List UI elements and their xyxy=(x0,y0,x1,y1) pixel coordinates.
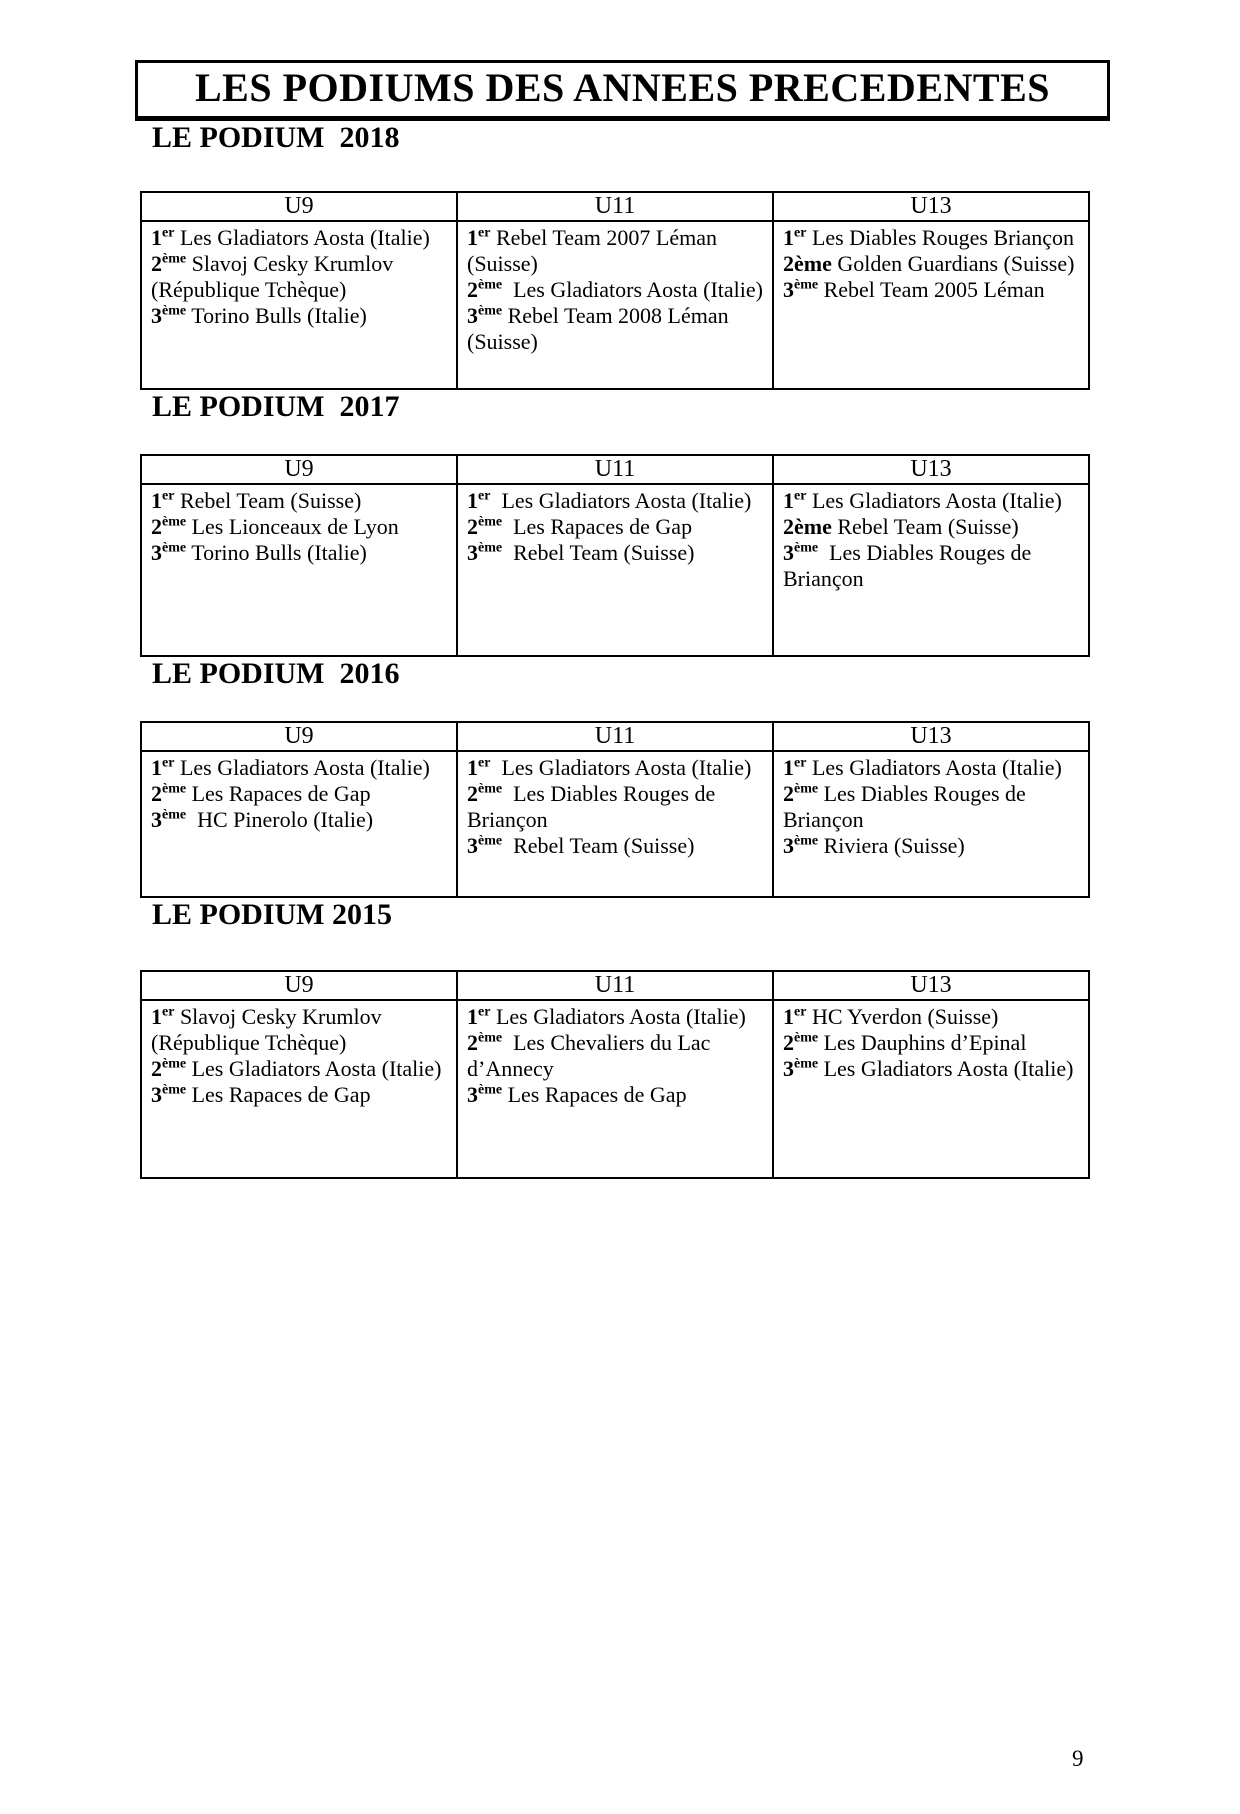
table-body-row xyxy=(141,221,1089,389)
podium-entry: 3ème HC Pinerolo (Italie) xyxy=(151,807,374,832)
podium-entry: 3ème Les Diables Rouges de Briançon xyxy=(783,540,1037,591)
podium-entry: 3ème Les Gladiators Aosta (Italie) xyxy=(783,1056,1074,1081)
podium-entry: 3ème Torino Bulls (Italie) xyxy=(151,303,367,328)
podium-entry: 1er Les Diables Rouges Briançon xyxy=(783,225,1075,250)
podium-entry: 3ème Les Rapaces de Gap xyxy=(467,1082,687,1107)
column-header-u11: U11 xyxy=(457,722,773,751)
page-content xyxy=(140,121,1090,1179)
column-header-u13: U13 xyxy=(773,971,1089,1000)
podium-entry: 2ème Les Chevaliers du Lac d’Annecy xyxy=(467,1030,716,1081)
table-body-row xyxy=(141,484,1089,656)
podium-cell-u11 xyxy=(457,751,773,897)
podium-cell-u9 xyxy=(141,221,457,389)
table-header-row xyxy=(141,192,1089,221)
podium-2017-heading: LE PODIUM 2017 xyxy=(152,390,400,423)
document-page xyxy=(0,60,1240,1814)
podium-cell-u13 xyxy=(773,484,1089,656)
podium-entry: 2ème Slavoj Cesky Krumlov (République Tchèque) xyxy=(151,251,399,302)
table-header-row xyxy=(141,971,1089,1000)
table-body-row xyxy=(141,1000,1089,1178)
podium-entry: 1er Rebel Team (Suisse) xyxy=(151,488,362,513)
podium-entry: 2ème Les Diables Rouges de Briançon xyxy=(467,781,721,832)
podium-cell-u9 xyxy=(141,751,457,897)
podium-entry: 1er Slavoj Cesky Krumlov (République Tchèque) xyxy=(151,1004,388,1055)
page-title: LES PODIUMS DES ANNEES PRECEDENTES xyxy=(195,65,1050,110)
podium-entry: 1er Les Gladiators Aosta (Italie) xyxy=(467,488,752,513)
podium-2015-table xyxy=(140,970,1090,1179)
podium-cell-u9 xyxy=(141,1000,457,1178)
column-header-u9: U9 xyxy=(141,971,457,1000)
podium-entry: 1er Rebel Team 2007 Léman (Suisse) xyxy=(467,225,723,276)
table-header-row xyxy=(141,722,1089,751)
podium-entry: 3ème Rebel Team (Suisse) xyxy=(467,833,695,858)
podium-2017-table xyxy=(140,454,1090,657)
podium-entry: 2ème Les Lionceaux de Lyon xyxy=(151,514,399,539)
podium-entry: 2ème Les Gladiators Aosta (Italie) xyxy=(151,1056,442,1081)
podium-entry: 2ème Les Gladiators Aosta (Italie) xyxy=(467,277,763,302)
column-header-u13: U13 xyxy=(773,455,1089,484)
column-header-u13: U13 xyxy=(773,192,1089,221)
column-header-u11: U11 xyxy=(457,192,773,221)
podium-cell-u9 xyxy=(141,484,457,656)
podium-entry: 1er Les Gladiators Aosta (Italie) xyxy=(151,225,430,250)
podium-entry: 2ème Golden Guardians (Suisse) xyxy=(783,251,1075,276)
page-number: 9 xyxy=(1072,1746,1084,1771)
table-header-row xyxy=(141,455,1089,484)
podium-entry: 2ème Les Rapaces de Gap xyxy=(467,514,693,539)
podium-entry: 2ème Les Rapaces de Gap xyxy=(151,781,371,806)
podium-cell-u11 xyxy=(457,221,773,389)
podium-entry: 3ème Torino Bulls (Italie) xyxy=(151,540,367,565)
podium-cell-u11 xyxy=(457,1000,773,1178)
podium-entry: 2ème Les Diables Rouges de Briançon xyxy=(783,781,1032,832)
column-header-u9: U9 xyxy=(141,722,457,751)
podium-entry: 3ème Les Rapaces de Gap xyxy=(151,1082,371,1107)
column-header-u11: U11 xyxy=(457,971,773,1000)
podium-entry: 1er Les Gladiators Aosta (Italie) xyxy=(783,755,1062,780)
podium-2016-heading: LE PODIUM 2016 xyxy=(152,657,400,690)
podium-entry: 3ème Rebel Team (Suisse) xyxy=(467,540,695,565)
column-header-u13: U13 xyxy=(773,722,1089,751)
podium-entry: 3ème Rebel Team 2005 Léman xyxy=(783,277,1045,302)
podium-entry: 1er Les Gladiators Aosta (Italie) xyxy=(151,755,430,780)
main-title-box xyxy=(135,60,1110,121)
column-header-u9: U9 xyxy=(141,192,457,221)
podium-entry: 1er HC Yverdon (Suisse) xyxy=(783,1004,999,1029)
podium-cell-u11 xyxy=(457,484,773,656)
podium-2018-heading: LE PODIUM 2018 xyxy=(152,121,400,154)
table-body-row xyxy=(141,751,1089,897)
column-header-u9: U9 xyxy=(141,455,457,484)
podium-2018-table xyxy=(140,191,1090,390)
podium-entry: 3ème Rebel Team 2008 Léman (Suisse) xyxy=(467,303,735,354)
podium-entry: 1er Les Gladiators Aosta (Italie) xyxy=(783,488,1062,513)
podium-entry: 1er Les Gladiators Aosta (Italie) xyxy=(467,755,752,780)
podium-cell-u13 xyxy=(773,1000,1089,1178)
podium-cell-u13 xyxy=(773,751,1089,897)
podium-entry: 3ème Riviera (Suisse) xyxy=(783,833,965,858)
podium-2016-table xyxy=(140,721,1090,898)
podium-entry: 2ème Les Dauphins d’Epinal xyxy=(783,1030,1027,1055)
podium-entry: 1er Les Gladiators Aosta (Italie) xyxy=(467,1004,746,1029)
podium-entry: 2ème Rebel Team (Suisse) xyxy=(783,514,1019,539)
podium-cell-u13 xyxy=(773,221,1089,389)
podium-2015-heading: LE PODIUM 2015 xyxy=(152,898,392,931)
column-header-u11: U11 xyxy=(457,455,773,484)
